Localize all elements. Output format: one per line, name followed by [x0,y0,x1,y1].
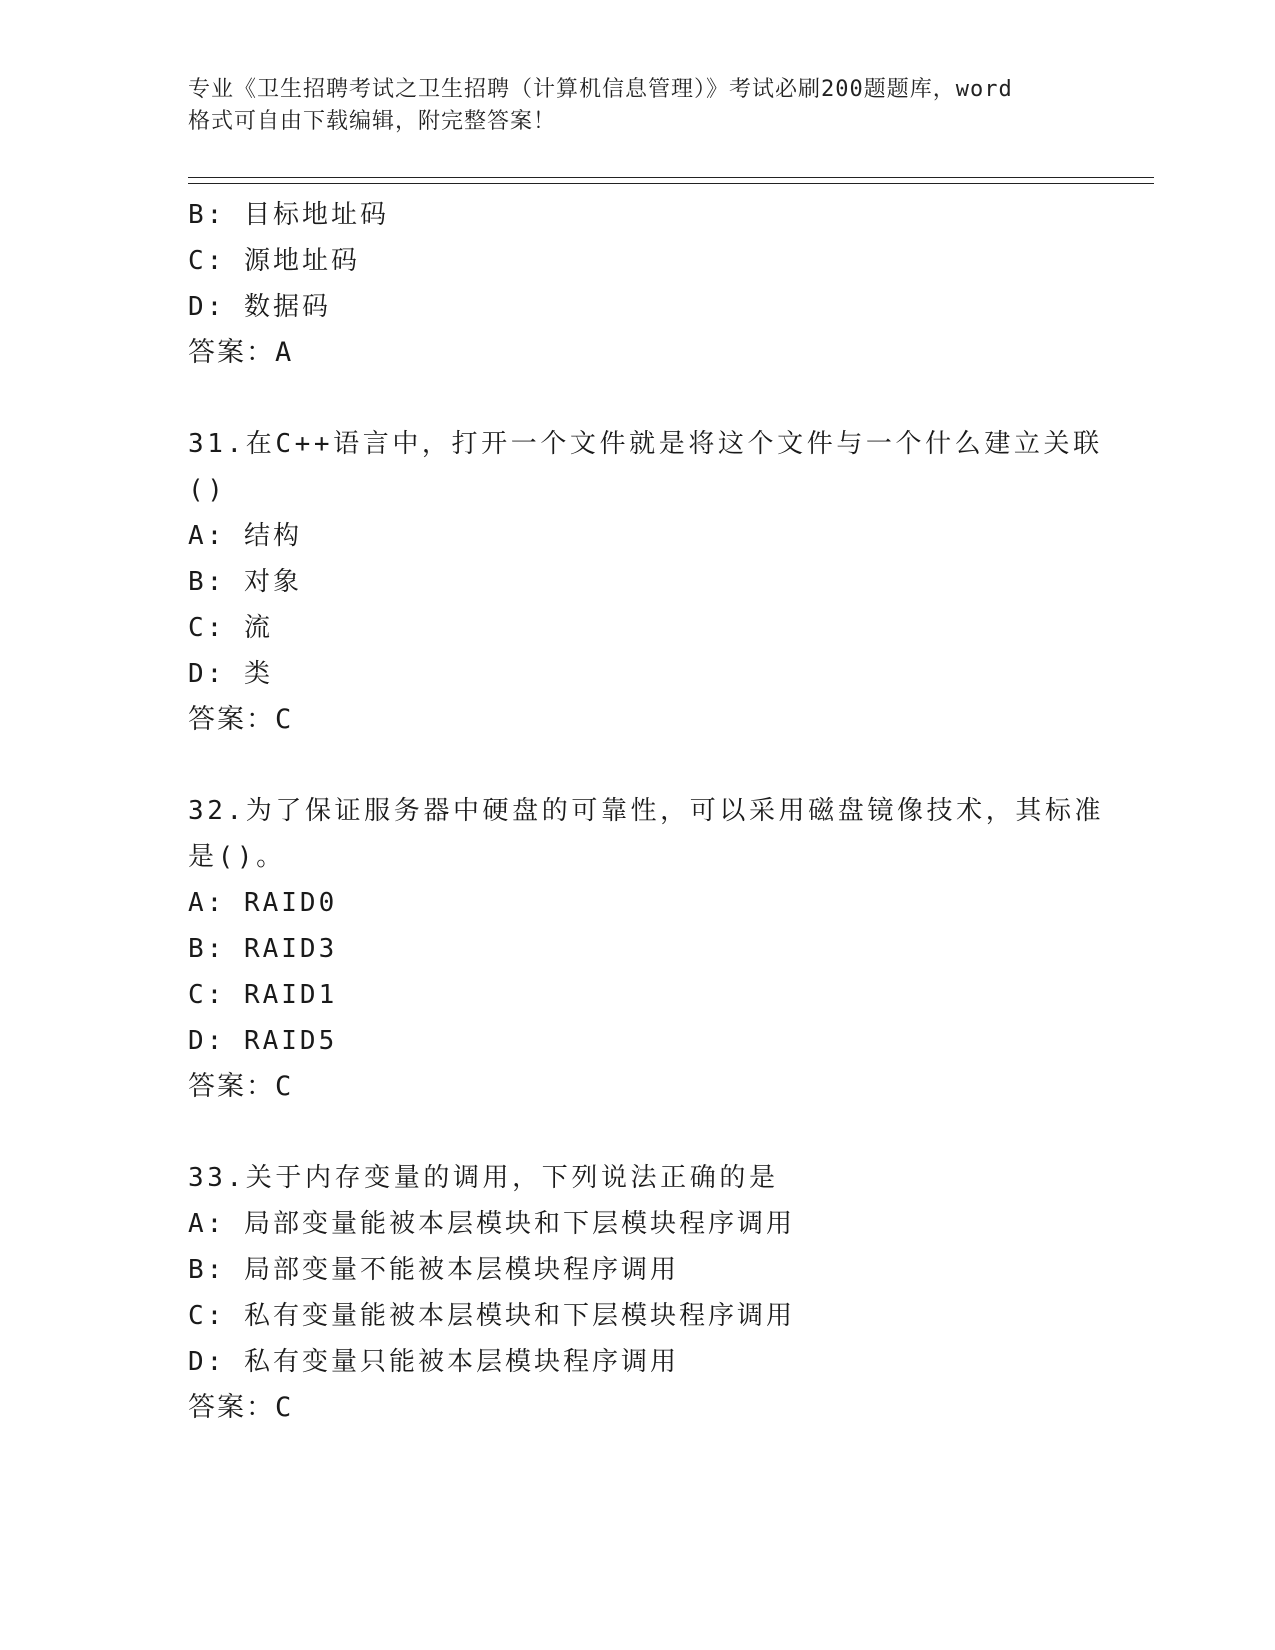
option-a: A: 结构 [188,521,302,551]
answer: 答案：C [188,1392,294,1423]
option-d: D: 数据码 [188,292,331,322]
option-a: A: RAID0 [188,888,338,918]
question-text [188,1155,1148,1201]
question-text [188,421,1148,513]
option-c: C: 流 [188,613,273,643]
answer: 答案：C [188,704,294,735]
option-b: B: RAID3 [188,934,338,964]
header-line-2: 格式可自由下载编辑，附完整答案！ [188,109,557,134]
option-d: D: 私有变量只能被本层模块程序调用 [188,1347,679,1377]
option-c: C: 源地址码 [188,246,360,276]
header-rule-bottom [188,183,1154,184]
answer: 答案：C [188,1071,294,1102]
option-b: B: 对象 [188,567,302,597]
answer: 答案：A [188,337,294,368]
question-32-block [188,788,1148,1110]
option-d: D: RAID5 [188,1026,338,1056]
question-33-block [188,1155,1148,1431]
document-header [188,74,1098,138]
question-line: 31.在C++语言中，打开一个文件就是将这个文件与一个什么建立关联 [188,429,1103,459]
option-d: D: 类 [188,659,273,689]
question-line: 33.关于内存变量的调用，下列说法正确的是 [188,1163,779,1193]
option-b: B: 局部变量不能被本层模块程序调用 [188,1255,679,1285]
question-line: () [188,475,227,505]
question-content [188,192,1148,1431]
option-c: C: RAID1 [188,980,338,1010]
question-text [188,788,1148,880]
option-b: B: 目标地址码 [188,200,389,230]
question-line: 32.为了保证服务器中硬盘的可靠性，可以采用磁盘镜像技术，其标准 [188,796,1105,826]
option-c: C: 私有变量能被本层模块和下层模块程序调用 [188,1301,795,1331]
header-rule-top [188,177,1154,178]
prev-question-block [188,192,1148,376]
question-line: 是()。 [188,842,286,872]
option-a: A: 局部变量能被本层模块和下层模块程序调用 [188,1209,795,1239]
question-31-block [188,421,1148,743]
header-line-1: 专业《卫生招聘考试之卫生招聘（计算机信息管理）》考试必刷200题题库，word [188,77,1013,102]
